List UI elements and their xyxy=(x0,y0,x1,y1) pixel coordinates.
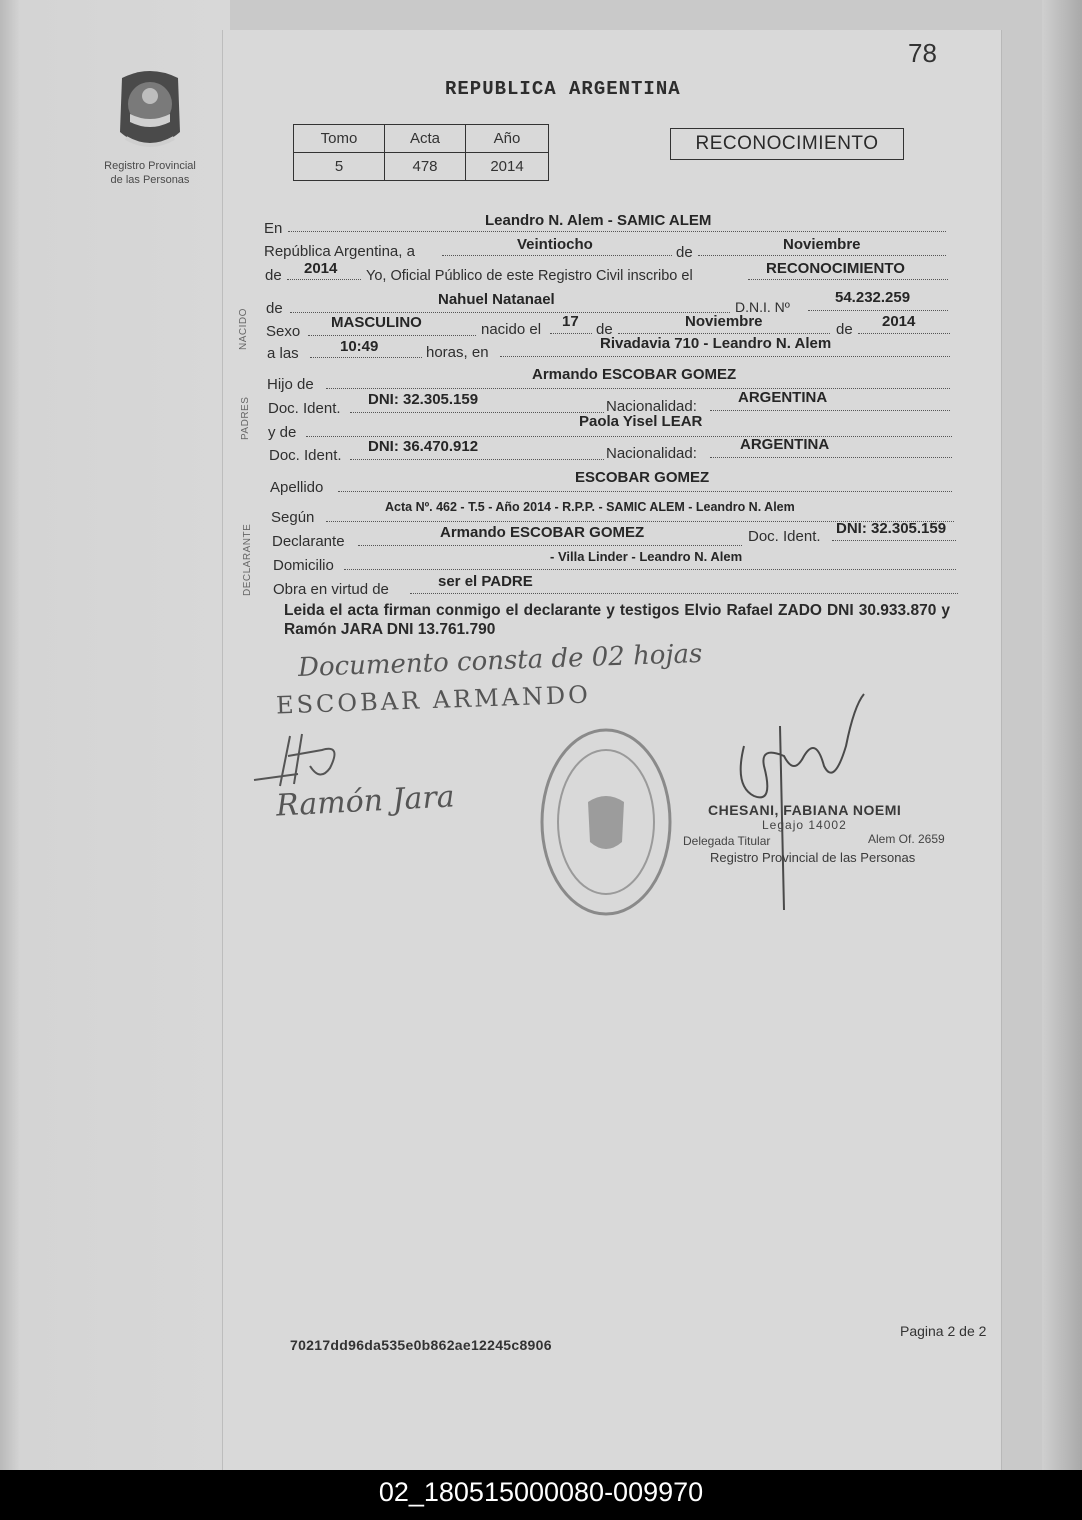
official-seal-stamp xyxy=(536,724,676,920)
handwritten-name-declarant: ESCOBAR ARMANDO xyxy=(275,680,592,720)
label-doc-father: Doc. Ident. xyxy=(268,400,341,417)
dotted-line xyxy=(442,255,672,256)
side-label-padres: PADRES xyxy=(240,396,251,440)
official-office: Alem Of. 2659 xyxy=(868,832,945,846)
country-title: REPUBLICA ARGENTINA xyxy=(445,78,681,100)
value-inscription: RECONOCIMIENTO xyxy=(766,260,905,277)
label-de-byear: de xyxy=(836,321,853,338)
value-name: Nahuel Natanael xyxy=(438,291,555,308)
dotted-line xyxy=(338,491,952,492)
value-mother-doc: DNI: 36.470.912 xyxy=(368,438,479,455)
dotted-line xyxy=(288,231,946,232)
value-father: Armando ESCOBAR GOMEZ xyxy=(532,366,737,383)
dotted-line xyxy=(710,410,950,411)
official-registry: Registro Provincial de las Personas xyxy=(710,850,916,865)
label-domicilio: Domicilio xyxy=(273,557,334,574)
label-inscribo: Yo, Oficial Público de este Registro Civil inscribo el xyxy=(366,268,693,284)
label-alas: a las xyxy=(267,345,299,362)
value-sex: MASCULINO xyxy=(331,314,422,331)
scan-left-margin xyxy=(0,0,230,1470)
witness-signature-zado xyxy=(250,726,360,792)
label-nacido: nacido el xyxy=(481,321,542,338)
official-legajo: Legajo 14002 xyxy=(762,818,847,832)
side-label-declarante: DECLARANTE xyxy=(242,523,253,596)
dotted-line xyxy=(326,388,950,389)
label-dni: D.N.I. Nº xyxy=(735,299,790,315)
official-title: Delegada Titular xyxy=(683,834,771,848)
handwritten-note-pages: Documento consta de 02 hojas xyxy=(297,638,703,684)
value-day: Veintiocho xyxy=(517,236,593,253)
side-label-nacido: NACIDO xyxy=(238,308,249,350)
value-time: 10:49 xyxy=(340,338,379,355)
value-surname: ESCOBAR GOMEZ xyxy=(575,469,710,486)
dotted-line xyxy=(287,279,361,280)
value-father-doc: DNI: 32.305.159 xyxy=(368,391,479,408)
dotted-line xyxy=(410,593,958,594)
value-birth-year: 2014 xyxy=(882,313,916,330)
label-republica: República Argentina, a xyxy=(264,243,415,260)
act-type-box: RECONOCIMIENTO xyxy=(670,128,904,160)
closing-statement: Leida el acta firman conmigo el declarante y testigos Elvio Rafael ZADO DNI 30.933.870 y Ramón JARA DNI 13.761.790 xyxy=(284,602,950,638)
registry-table xyxy=(293,124,549,181)
pagination: Pagina 2 de 2 xyxy=(900,1323,987,1339)
value-birth-place: Rivadavia 710 - Leandro N. Alem xyxy=(600,335,832,352)
label-de-name: de xyxy=(266,300,283,317)
label-de-birth: de xyxy=(596,321,613,338)
value-declarant-doc: DNI: 32.305.159 xyxy=(836,520,947,537)
header-tomo: Tomo xyxy=(294,125,385,153)
dotted-line xyxy=(710,457,952,458)
value-mother-nat: ARGENTINA xyxy=(740,436,830,453)
value-dni: 54.232.259 xyxy=(835,289,911,306)
dotted-line xyxy=(858,333,950,334)
registry-logo xyxy=(100,62,200,186)
dotted-line xyxy=(350,459,604,460)
official-signature xyxy=(724,686,874,912)
dotted-line xyxy=(500,356,950,357)
witness-signature-jara: Ramón Jara xyxy=(275,779,456,824)
label-nac-father: Nacionalidad: xyxy=(606,398,697,415)
label-de-year: de xyxy=(265,267,282,284)
label-nac-mother: Nacionalidad: xyxy=(606,445,697,462)
label-hijo: Hijo de xyxy=(267,376,314,393)
value-birth-day: 17 xyxy=(562,313,579,330)
dotted-line xyxy=(358,545,742,546)
dotted-line xyxy=(618,333,830,334)
scan-right-edge xyxy=(1042,0,1082,1470)
value-segun: Acta Nº. 462 - T.5 - Año 2014 - R.P.P. - SAMIC ALEM - Leandro N. Alem xyxy=(385,500,795,514)
header-ano: Año xyxy=(466,125,549,153)
coat-of-arms-icon xyxy=(110,62,190,158)
label-yde: y de xyxy=(268,424,297,441)
value-mother: Paola Yisel LEAR xyxy=(579,413,703,430)
value-tomo: 5 xyxy=(294,153,385,181)
dotted-line xyxy=(748,279,948,280)
dotted-line xyxy=(308,335,476,336)
dotted-line xyxy=(344,569,956,570)
label-sexo: Sexo xyxy=(266,323,301,340)
dotted-line xyxy=(350,412,604,413)
official-name: CHESANI, FABIANA NOEMI xyxy=(708,802,902,818)
value-ano: 2014 xyxy=(466,153,549,181)
dotted-line xyxy=(698,255,946,256)
dotted-line xyxy=(550,333,592,334)
logo-caption-2: de las Personas xyxy=(110,174,190,186)
label-declarante: Declarante xyxy=(272,533,345,550)
dotted-line xyxy=(832,540,956,541)
label-horas: horas, en xyxy=(426,344,489,361)
label-doc-mother: Doc. Ident. xyxy=(269,447,342,464)
value-month: Noviembre xyxy=(783,236,861,253)
dotted-line xyxy=(310,357,422,358)
value-father-nat: ARGENTINA xyxy=(738,389,828,406)
label-en: En xyxy=(264,220,283,237)
header-acta: Acta xyxy=(385,125,466,153)
value-address: - Villa Linder - Leandro N. Alem xyxy=(550,549,743,564)
document-hash: 70217dd96da535e0b862ae12245c8906 xyxy=(290,1337,552,1353)
value-year: 2014 xyxy=(304,260,338,277)
value-declarant: Armando ESCOBAR GOMEZ xyxy=(440,524,645,541)
page-number: 78 xyxy=(908,38,937,68)
logo-caption-1: Registro Provincial xyxy=(104,160,196,172)
value-obra: ser el PADRE xyxy=(438,573,533,590)
label-obra: Obra en virtud de xyxy=(273,581,389,598)
label-segun: Según xyxy=(271,509,315,526)
label-apellido: Apellido xyxy=(270,479,324,496)
value-birth-month: Noviembre xyxy=(685,313,763,330)
value-place: Leandro N. Alem - SAMIC ALEM xyxy=(485,212,712,229)
dotted-line xyxy=(306,436,952,437)
label-declarant-doc: Doc. Ident. xyxy=(748,528,821,545)
dotted-line xyxy=(290,312,730,313)
label-de: de xyxy=(676,244,693,261)
image-caption-bar: 02_180515000080-009970 xyxy=(0,1470,1082,1520)
dotted-line xyxy=(808,310,948,311)
value-acta: 478 xyxy=(385,153,466,181)
